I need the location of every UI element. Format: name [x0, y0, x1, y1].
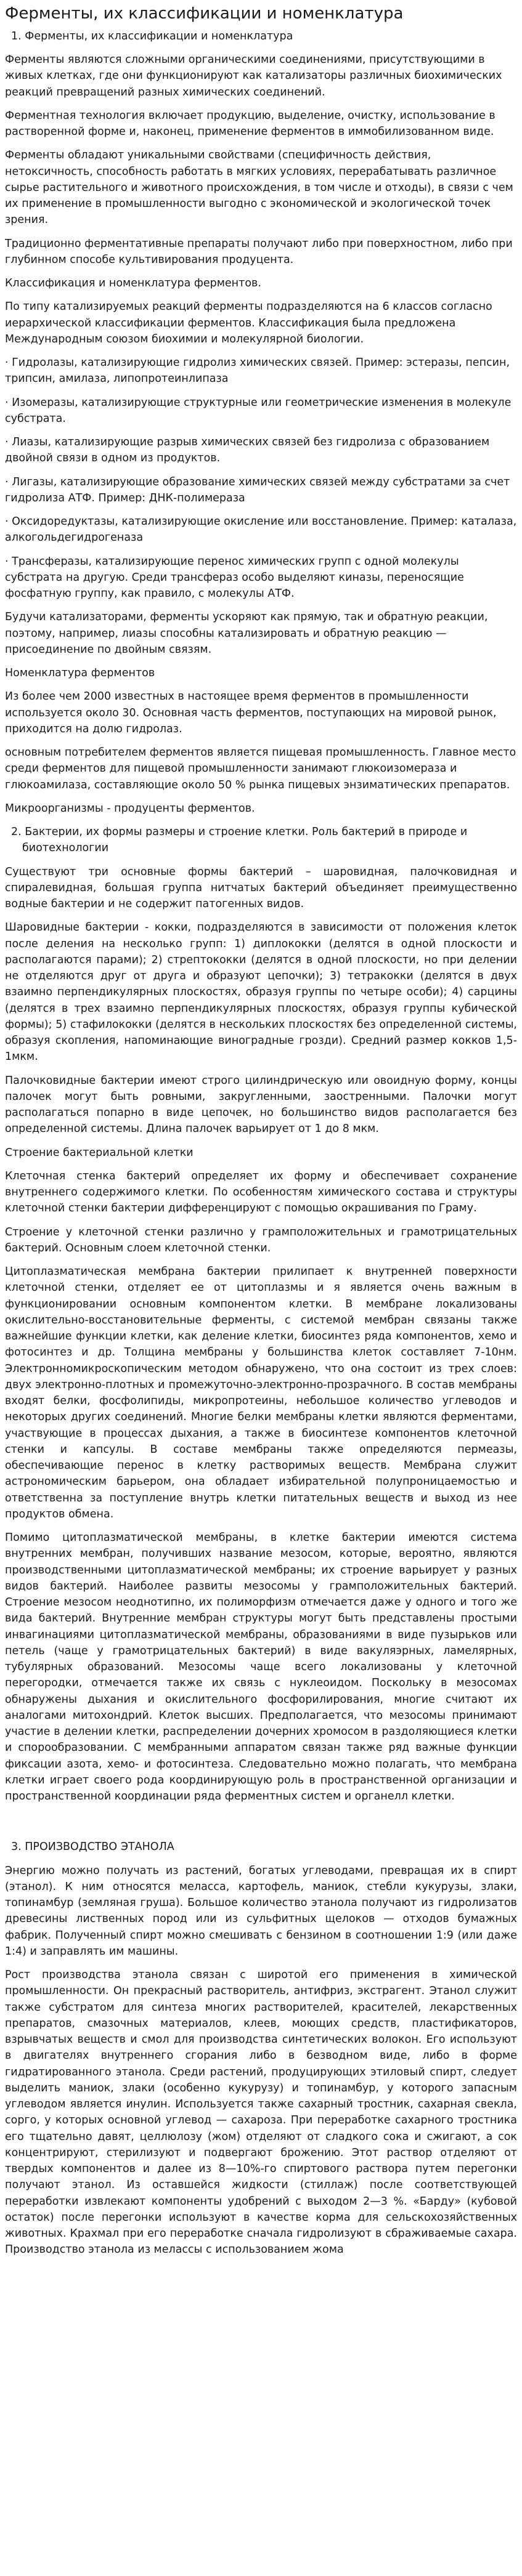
paragraph: Строение бактериальной клетки — [5, 1146, 194, 1159]
paragraph: Строение у клеточной стенки различно у грамположительных и грамотрицательных бактерий. Основным слоем клеточной стенки. — [5, 1225, 517, 1254]
spacer — [5, 1812, 517, 1839]
paragraph: Микроорганизмы - продуценты ферментов. — [5, 802, 255, 815]
paragraph: Традиционно ферментативные препараты получают либо при поверхностном, либо при глубинном способе культивирования продуцента. — [5, 237, 513, 266]
section-heading: 2. Бактерии, их формы размеры и строение клетки. Роль бактерий в природе и биотехнологии — [11, 826, 468, 855]
paragraph: Классификация и номенклатура ферментов. — [5, 277, 261, 290]
paragraph: Рост производства этанола связан с широтой его применения в химической промышленности. Он прекрасный растворитель, антифриз, экстрагент. Этанол служит также субстратом для синтеза многих растворителей, красителей, лекарственных препаратов, смазочных материалов, клеев, моющих средств, пластификаторов, взрывчатых веществ и смол для производства синтетических волокон. Его используют в двигателях внутреннего сгорания либо в безводном виде, либо в форме гидратированного этанола. Среди растений, продуцирующих этиловый спирт, следует выделить маниок, злаки (особенно кукурузу) и топинамбур, у которого запасным углеводом является инулин. Используется также сахарный тростник, сахарная свекла, сорго, у которых основной углевод — сахароза. При переработке сахарного тростника его тщательно давят, целлюлозу (жом) отделяют от сладкого сока и сжигают, а сок концентрируют, стерилизуют и подвергают брожению. Этот раствор отделяют от твердых компонентов и далее из 8—10%-го спиртового раствора путем перегонки получают этанол. Из оставшейся жидкости (стиллаж) после соответствующей переработки извлекают компоненты удобрений с выходом 2—3 %. «Барду» (кубовой остаток) после перегонки используют в качестве корма для сельскохозяйственных животных. Крахмал при его переработке сначала гидролизуют в сбраживаемые сахара. Производство этанола из мелассы с использованием жома — [5, 1969, 517, 2256]
paragraph: Существуют три основные формы бактерий – шаровидная, палочковидная и спиралевидная, большая группа нитчатых бактерий объединяет преимущественно водные бактерии и не содержит патогенных видов. — [5, 865, 517, 911]
paragraph: · Лиазы, катализирующие разрыв химических связей без гидролиза с образованием двойной связи в одном из продуктов. — [5, 436, 490, 465]
document-body — [5, 28, 517, 2258]
paragraph: Помимо цитоплазматической мембраны, в клетке бактерии имеются система внутренних мембран, получивших название мезосом, которые, вероятно, являются производственными цитоплазматической мембраны; их строение варьирует у разных видов бактерий. Наиболее развиты мезосомы у грамположительных бактерий. Строение мезосом неоднотипно, их полиморфизм отмечается даже у одного и того же вида бактерий. Внутренние мембран структуры могут быть представлены простыми инвагинациями цитоплазматической мембраны, образованиями в виде пузырьков или петель (чаще у грамотрицательных бактерий) в виде вакуляэрных, ламелярных, тубулярных образований. Мезосомы чаще всего локализованы у клеточной перегородки, отмечается также их связь с нуклеоидом. Поскольку в мезосомах обнаружены дыхания и окислительного фосфорилирования, многие считают их аналогами митохондрий. Клеток высших. Предполагается, что мезосомы принимают участие в делении клетки, распределении дочерних хромосом в раздоляющиеся клетки и спорообразовании. С мембранными аппаратом связан также ряд важные функции фиксации азота, хемо- и фотосинтеза. Следовательно можно полагать, что мембрана клетки играет своего рода координирующую роль в пространственной организации и пространственной координации ряда ферментных систем и органелл клетки. — [5, 1532, 517, 1803]
paragraph: · Изомеразы, катализирующие структурные или геометрические изменения в молекуле субстрата. — [5, 396, 512, 425]
paragraph: · Оксидоредуктазы, катализирующие окисление или восстановление. Пример: каталаза, алкогольдегидрогеназа — [5, 515, 517, 544]
paragraph: Ферменты являются сложными органическими соединениями, присутствующими в живых клетках, где они функционируют как катализаторы различных биохимических реакций превращений разных химических соединений. — [5, 54, 502, 99]
paragraph: По типу катализируемых реакций ферменты подразделяются на 6 классов согласно иерархической классификации ферментов. Классификация была предложена Международным союзом биохимии и молекулярной биологии. — [5, 301, 492, 345]
paragraph: Клеточная стенка бактерий определяет их форму и обеспечивает сохранение внутреннего содержимого клетки. По особенностям химического состава и структуры клеточной стенки бактерии дифференцируют с помощью окрашивания по Граму. — [5, 1169, 517, 1215]
page-title: Ферменты, их классификации и номенклатура — [5, 4, 404, 23]
paragraph: Цитоплазматическая мембрана бактерии прилипает к внутренней поверхности клеточной стенки, отделяет ее от цитоплазмы и я является очень важным в функционировании основным компонентом клетки. В мембране локализованы окислительно-восстановительные ферменты, с системой мембран связаны также важнейшие функции клетки, как деление клетки, биосинтез ряда компонентов, хемо и фотосинтез и др. Толщина мембраны у большинства клеток составляет 7-10нм. Электронномикроскопическим методом обнаружено, что она состоит из трех слоев: двух электронно-плотных и промежуточно-электронно-прозрачного. В состав мембраны входят белки, фосфолипиды, микропротеины, небольшое количество углеводов и некоторых других соединений. Многие белки мембраны клетки являются ферментами, участвующие в процессах дыхания, а также в биосинтезе компонентов клеточной стенки и капсулы. В составе мембраны также определяются пермеазы, обеспечивающие перенос в клетку растворимых веществ. Мембрана служит астрономическим барьером, она обладает избирательной полупроницаемостью и ответственна за поступление внутрь клетки питательных веществ и выход из нее продуктов обмена. — [5, 1266, 517, 1520]
paragraph: Из более чем 2000 известных в настоящее время ферментов в промышленности используется около 30. Основная часть ферментов, поступающих на мировой рынок, приходится на долю гидролаз. — [5, 690, 497, 735]
paragraph: основным потребителем ферментов является пищевая промышленность. Главное место среди ферментов для пищевой промышленности занимают глюкоизомераза и глюкоамилаза, составляющие около 50 % рынка пищевых энзиматических препаратов. — [5, 746, 516, 791]
section-heading: 1. Ферменты, их классификации и номенклатура — [11, 30, 293, 42]
paragraph: Энергию можно получать из растений, богатых углеводами, превращая их в спирт (этанол). К ним относятся меласса, картофель, маниок, стебли кукурузы, злаки, топинамбур (земляная груша). Большое количество этанола получают из гидролизатов древесины лиственных пород или из сульфитных щелоков — отходов бумажных фабрик. Полученный спирт можно смешивать с бензином в соотношении 1:9 (или даже 1:4) и заправлять им машины. — [5, 1864, 517, 1958]
paragraph: Палочковидные бактерии имеют строго цилиндрическую или овоидную форму, концы палочек могут быть ровными, закругленными, заостренными. Палочки могут располагаться попарно в виде цепочек, но большинство видов располагается без определенной системы. Длина палочек варьирует от 1 до 8 мкм. — [5, 1074, 517, 1136]
paragraph: · Лигазы, катализирующие образование химических связей между субстратами за счет гидролиза АТФ. Пример: ДНК-полимераза — [5, 475, 510, 504]
paragraph: Ферментная технология включает продукцию, выделение, очистку, использование в растворенной форме и, наконец, применение ферментов в иммобилизованном виде. — [5, 109, 495, 139]
paragraph: Ферменты обладают уникальными свойствами (специфичность действия, нетоксичность, способность работать в мягких условиях, перерабатывать различное сырье растительного и животного происхождения, в том числе и отходы), в связи с чем их применение в промышленности выгодно с экономической и экологической точек зрения. — [5, 149, 513, 227]
paragraph: Шаровидные бактерии - кокки, подразделяются в зависимости от положения клеток после деления на несколько групп: 1) диплококки (делятся в одной плоскости и располагаются парами); 2) стрептококки (делятся в одной плоскости, но при делении не отделяются друг от друга и образуют цепочки); 3) тетракокки (делятся в двух взаимно перпендикулярных плоскостях, образуя группы по четыре особи); 4) сарцины (делятся в трех взаимно перпендикулярных плоскостях, образуя группы кубической формы); 5) стафилококки (делятся в нескольких плоскостях без определенной системы, образуя скопления, напоминающие виноградные грозди). Средний размер кокков 1,5-1мкм. — [5, 921, 517, 1064]
paragraph: Будучи катализаторами, ферменты ускоряют как прямую, так и обратную реакции, поэтому, например, лиазы способны катализировать и обратную реакцию — присоединение по двойным связям. — [5, 611, 488, 656]
paragraph: · Гидролазы, катализирующие гидролиз химических связей. Пример: эстеразы, пепсин, трипсин, амилаза, липопротеинлипаза — [5, 357, 510, 386]
section-heading: 3. ПРОИЗВОДСТВО ЭТАНОЛА — [11, 1841, 174, 1854]
paragraph: Номенклатура ферментов — [5, 667, 155, 680]
paragraph: · Трансферазы, катализирующие перенос химических групп с одной молекулы субстрата на другую. Среди трансфераз особо выделяют киназы, переносящие фосфатную группу, как правило, с молекулы АТФ. — [5, 555, 464, 600]
